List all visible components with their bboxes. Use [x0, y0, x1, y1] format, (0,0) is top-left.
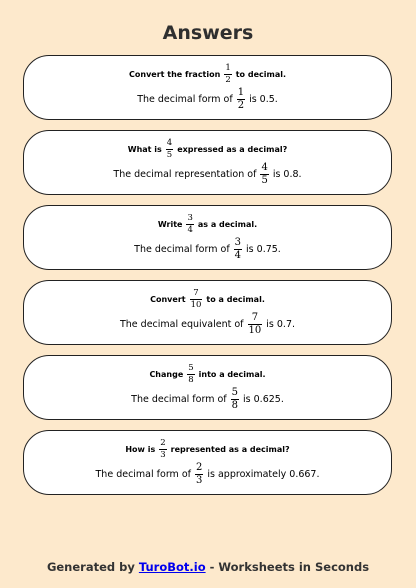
numerator: 5: [231, 387, 239, 398]
numerator: 7: [193, 288, 199, 298]
denominator: 5: [166, 149, 173, 160]
question-prefix: Convert: [150, 294, 186, 304]
numerator: 4: [166, 138, 173, 148]
footer: [0, 560, 416, 574]
answer-suffix: is 0.75.: [246, 244, 281, 255]
footer-suffix: - Worksheets in Seconds: [209, 560, 370, 574]
question-suffix: to decimal.: [235, 69, 286, 79]
question-suffix: to a decimal.: [206, 294, 265, 304]
answer-text: [134, 238, 281, 261]
numerator: 3: [187, 213, 193, 223]
denominator: 10: [248, 325, 262, 336]
answer-prefix: The decimal form of: [95, 469, 191, 480]
answer-prefix: The decimal equivalent of: [119, 319, 244, 330]
answer-text: [113, 163, 301, 186]
answer-card: [23, 430, 392, 495]
answer-suffix: is 0.625.: [243, 394, 284, 405]
denominator: 5: [261, 175, 268, 186]
fraction: [260, 163, 268, 186]
answer-suffix: is 0.7.: [266, 319, 296, 330]
numerator: 1: [237, 87, 245, 98]
denominator: 10: [190, 299, 202, 310]
question-text: [149, 364, 265, 384]
numerator: 3: [234, 237, 242, 248]
fraction: [234, 238, 242, 261]
question-suffix: as a decimal.: [197, 219, 258, 229]
fraction: [190, 289, 203, 309]
numerator: 4: [261, 162, 268, 173]
fraction: [231, 388, 239, 411]
numerator: 1: [225, 63, 231, 73]
fraction: [224, 64, 231, 84]
fraction: [237, 88, 245, 111]
answer-card: [23, 280, 392, 345]
answer-suffix: is 0.8.: [272, 169, 302, 180]
fraction: [186, 214, 193, 234]
answer-text: [137, 88, 278, 111]
fraction: [248, 313, 263, 336]
denominator: 3: [196, 475, 203, 486]
question-prefix: Change: [149, 369, 184, 379]
answer-suffix: is approximately 0.667.: [207, 469, 320, 480]
question-text: [158, 214, 257, 234]
answer-suffix: is 0.5.: [249, 94, 278, 105]
numerator: 2: [196, 462, 203, 473]
fraction: [159, 439, 166, 459]
question-prefix: What is: [127, 144, 162, 154]
turobot-link[interactable]: TuroBot.io: [138, 560, 206, 574]
answer-card: [23, 55, 392, 120]
fraction: [187, 364, 194, 384]
answer-text: [120, 313, 295, 336]
question-text: [129, 64, 286, 84]
question-prefix: Write: [157, 219, 183, 229]
numerator: 2: [160, 438, 166, 448]
answer-prefix: The decimal form of: [134, 244, 230, 255]
question-suffix: expressed as a decimal?: [177, 144, 288, 154]
question-text: [128, 139, 287, 159]
answer-prefix: The decimal form of: [131, 394, 227, 405]
answer-card: [23, 130, 392, 195]
denominator: 4: [187, 224, 193, 235]
numerator: 7: [251, 312, 259, 323]
denominator: 8: [231, 400, 239, 411]
footer-prefix: Generated by: [46, 560, 135, 574]
question-prefix: How is: [125, 444, 156, 454]
fraction: [195, 463, 203, 486]
denominator: 4: [234, 250, 242, 261]
denominator: 3: [160, 449, 166, 460]
answer-card: [23, 355, 392, 420]
page-title: Answers: [162, 22, 254, 44]
denominator: 2: [237, 100, 245, 111]
denominator: 8: [188, 374, 194, 385]
question-text: [125, 439, 289, 459]
answer-prefix: The decimal form of: [137, 94, 233, 105]
question-prefix: Convert the fraction: [129, 69, 221, 79]
question-suffix: represented as a decimal?: [170, 444, 290, 454]
question-text: [150, 289, 265, 309]
answer-list: [23, 55, 392, 505]
fraction: [166, 139, 173, 159]
answer-card: [23, 205, 392, 270]
question-suffix: into a decimal.: [198, 369, 266, 379]
answer-text: [96, 463, 320, 486]
denominator: 2: [225, 74, 231, 85]
numerator: 5: [188, 363, 194, 373]
answer-prefix: The decimal representation of: [113, 169, 257, 180]
answer-text: [131, 388, 284, 411]
